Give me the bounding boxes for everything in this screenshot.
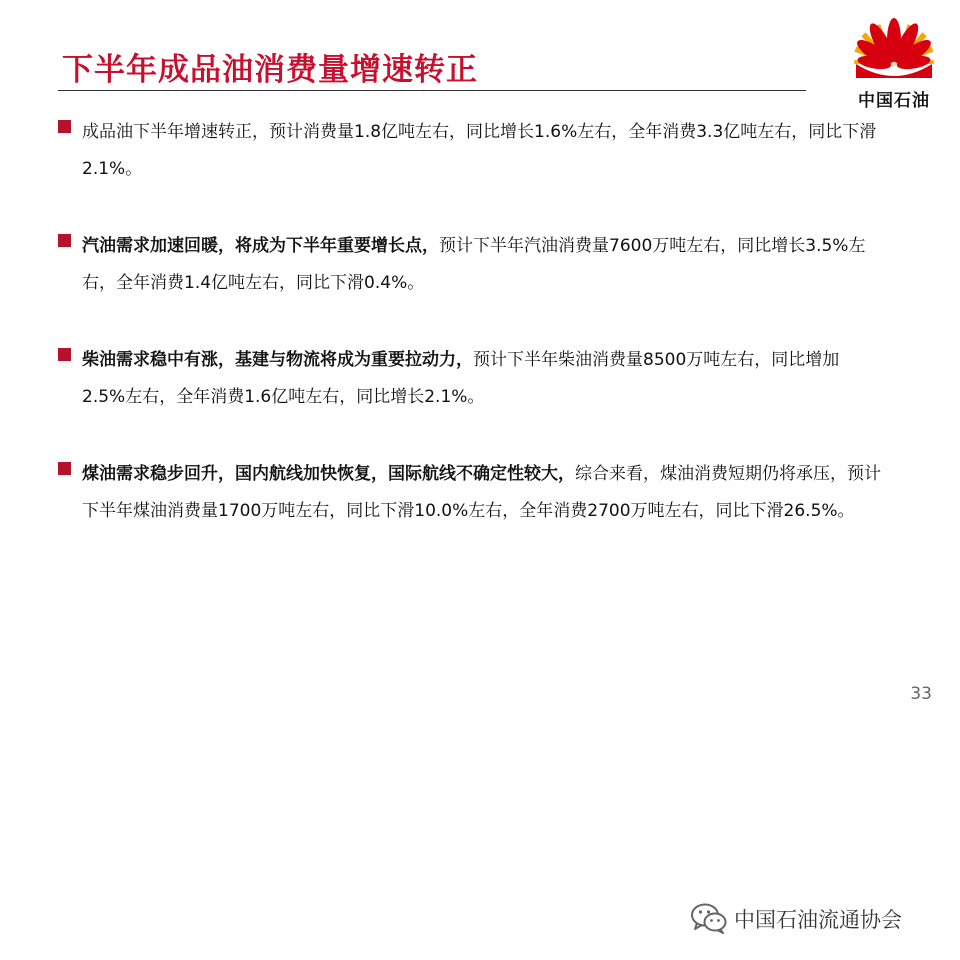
bullet-text	[82, 114, 882, 188]
bullet-body-text: 成品油下半年增速转正，预计消费量1.8亿吨左右，同比增长1.6%左右，全年消费3.3亿吨左右，同比下滑2.1%。	[82, 122, 877, 179]
bullet-text	[82, 228, 882, 302]
list-item	[58, 114, 888, 188]
bullet-body-text: 预计下半年汽油消费量7600万吨左右，同比增长3.5%左右，全年消费1.4亿吨左右，同比下滑0.4%。	[82, 236, 866, 293]
list-item	[58, 456, 888, 530]
bullet-bold-text: 汽油需求加速回暖，将成为下半年重要增长点，	[82, 236, 439, 256]
petrochina-logo	[852, 10, 936, 110]
slide-title: 下半年成品油消费量增速转正	[62, 52, 478, 88]
list-item	[58, 228, 888, 302]
wechat-icon	[690, 902, 728, 934]
watermark-text: 中国石油流通协会	[734, 908, 902, 932]
watermark	[690, 900, 940, 936]
bullet-marker	[58, 348, 71, 361]
bullet-text	[82, 342, 882, 416]
petrochina-logo-icon	[852, 10, 936, 86]
bullet-text	[82, 456, 882, 530]
bullet-marker	[58, 462, 71, 475]
list-item	[58, 342, 888, 416]
bullet-list	[58, 114, 888, 570]
bullet-body-text: 综合来看，煤油消费短期仍将承压，预计下半年煤油消费量1700万吨左右，同比下滑10.0%左右，全年消费2700万吨左右，同比下滑26.5%。	[82, 464, 881, 521]
title-divider	[58, 90, 806, 91]
logo-text: 中国石油	[858, 91, 930, 111]
bullet-marker	[58, 234, 71, 247]
bullet-marker	[58, 120, 71, 133]
bullet-bold-text: 柴油需求稳中有涨，基建与物流将成为重要拉动力，	[82, 350, 473, 370]
bullet-body-text: 预计下半年柴油消费量8500万吨左右，同比增加2.5%左右，全年消费1.6亿吨左右，同比增长2.1%。	[82, 350, 840, 407]
bullet-bold-text: 煤油需求稳步回升，国内航线加快恢复，国际航线不确定性较大，	[82, 464, 575, 484]
page-number: 33	[910, 684, 932, 704]
